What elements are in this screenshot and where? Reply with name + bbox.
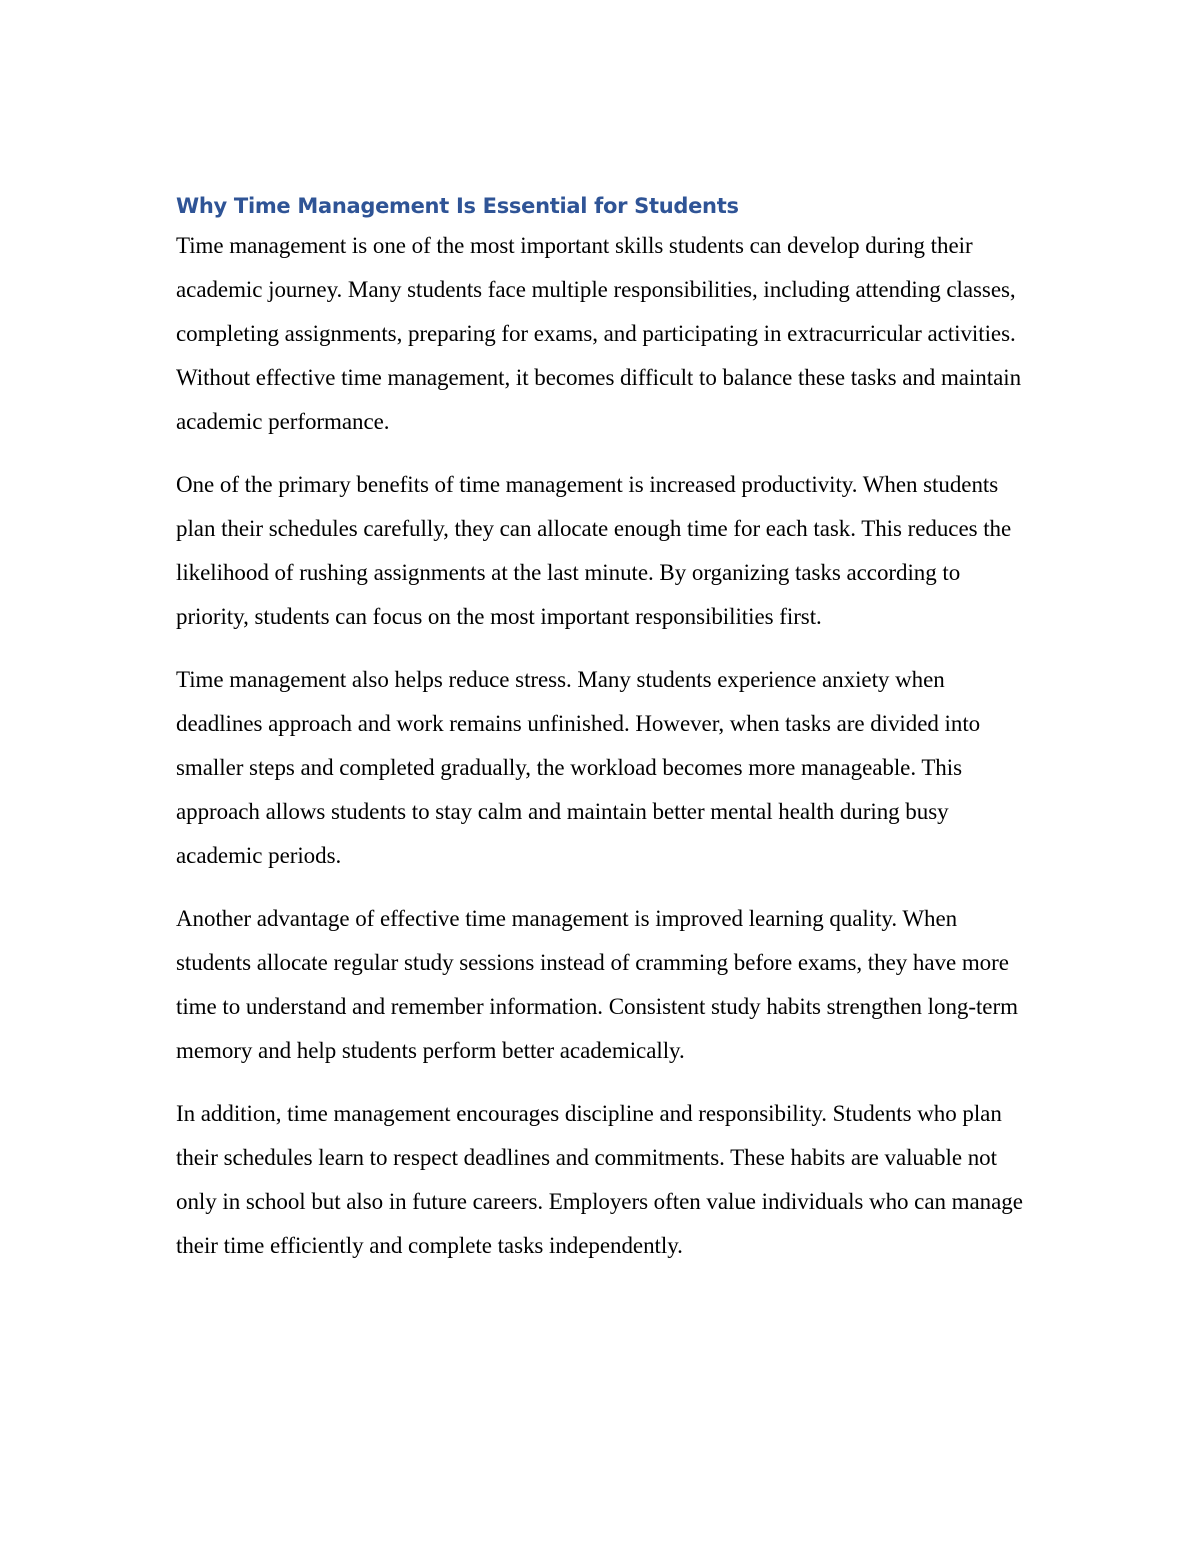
- paragraph-3: Time management also helps reduce stress. Many students experience anxiety when deadlines approach and work remains unfinished. However, when tasks are divided into smaller steps and completed gradually, the workload becomes more manageable. This approach allows students to stay calm and maintain better mental health during busy academic periods.: [176, 667, 981, 868]
- paragraph-2: One of the primary benefits of time management is increased productivity. When students plan their schedules carefully, they can allocate enough time for each task. This reduces the likelihood of rushing assignments at the last minute. By organizing tasks according to priority, students can focus on the most important responsibilities first.: [176, 472, 1012, 629]
- paragraph-1: Time management is one of the most important skills students can develop during their academic journey. Many students face multiple responsibilities, including attending classes, completing assignments, preparing for exams, and participating in extracurricular activities. Without effective time management, it becomes difficult to balance these tasks and maintain academic performance.: [176, 233, 1022, 434]
- document-body: [176, 188, 1036, 1287]
- document-heading: Why Time Management Is Essential for Students: [176, 194, 739, 218]
- paragraph-4: Another advantage of effective time management is improved learning quality. When students allocate regular study sessions instead of cramming before exams, they have more time to understand and remember information. Consistent study habits strengthen long-term memory and help students perform better academically.: [176, 906, 1018, 1063]
- paragraph-5: In addition, time management encourages discipline and responsibility. Students who plan their schedules learn to respect deadlines and commitments. These habits are valuable not only in school but also in future careers. Employers often value individuals who can manage their time efficiently and complete tasks independently.: [176, 1101, 1023, 1258]
